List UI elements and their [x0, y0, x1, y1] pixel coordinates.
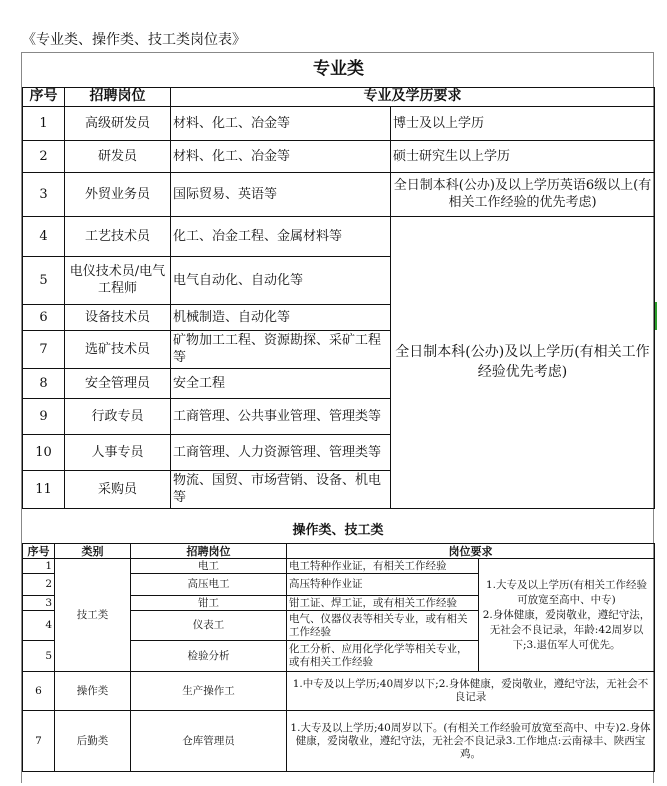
header-category: 类别 [55, 544, 131, 559]
row-category: 操作类 [55, 672, 131, 711]
row-major: 工商管理、人力资源管理、管理类等 [171, 434, 391, 470]
header-position: 招聘岗位 [65, 87, 171, 106]
row-detail: 钳工证、焊工证，或有相关工作经验 [287, 596, 479, 611]
table-row [23, 711, 655, 772]
row-position: 电工 [131, 559, 287, 574]
row-position: 安全管理员 [65, 368, 171, 398]
table-row [23, 172, 655, 216]
row-position: 外贸业务员 [65, 172, 171, 216]
row-no: 6 [23, 672, 55, 711]
row-major: 材料、化工、冶金等 [171, 106, 391, 140]
header-requirement: 专业及学历要求 [171, 87, 655, 106]
row-requirement: 1.中专及以上学历;40周岁以下;2.身体健康，爱岗敬业，遵纪守法，无社会不良记录 [287, 672, 655, 711]
row-major: 物流、国贸、市场营销、设备、机电等 [171, 470, 391, 508]
row-major: 机械制造、自动化等 [171, 304, 391, 330]
row-no: 3 [23, 596, 55, 611]
row-no: 4 [23, 216, 65, 256]
table-row [23, 140, 655, 172]
row-education: 全日制本科(公办)及以上学历英语6级以上(有相关工作经验的优先考虑) [391, 172, 655, 216]
row-no: 2 [23, 574, 55, 596]
professional-table [22, 53, 655, 509]
table-row [23, 216, 655, 256]
row-major: 材料、化工、冶金等 [171, 140, 391, 172]
row-category: 后勤类 [55, 711, 131, 772]
row-position: 研发员 [65, 140, 171, 172]
header-requirement: 岗位要求 [287, 544, 655, 559]
row-major: 矿物加工工程、资源勘探、采矿工程等 [171, 330, 391, 368]
row-no: 8 [23, 368, 65, 398]
row-position: 仪表工 [131, 611, 287, 641]
row-no: 6 [23, 304, 65, 330]
row-no: 11 [23, 470, 65, 508]
row-major: 工商管理、公共事业管理、管理类等 [171, 398, 391, 434]
category-technician: 技工类 [55, 559, 131, 672]
table-row [23, 672, 655, 711]
row-no: 2 [23, 140, 65, 172]
row-position: 检验分析 [131, 641, 287, 672]
scroll-marker [655, 302, 657, 330]
row-requirement: 1.大专及以上学历;40周岁以下。(有相关工作经验可放宽至高中、中专)2.身体健康，爱岗敬业，遵纪守法，无社会不良记录3.工作地点:云南禄丰、陕西宝鸡。 [287, 711, 655, 772]
row-position: 高压电工 [131, 574, 287, 596]
row-position: 设备技术员 [65, 304, 171, 330]
operational-section-title: 操作类、技工类 [292, 523, 384, 538]
row-position: 选矿技术员 [65, 330, 171, 368]
row-education: 硕士研究生以上学历 [391, 140, 655, 172]
row-no: 5 [23, 256, 65, 304]
operational-table [22, 543, 655, 772]
row-position: 仓库管理员 [131, 711, 287, 772]
row-position: 生产操作工 [131, 672, 287, 711]
row-position: 工艺技术员 [65, 216, 171, 256]
row-detail: 化工分析、应用化学化学等相关专业，或有相关工作经验 [287, 641, 479, 672]
row-detail: 电气、仪器仪表等相关专业，或有相关工作经验 [287, 611, 479, 641]
row-major: 化工、冶金工程、金属材料等 [171, 216, 391, 256]
row-position: 行政专员 [65, 398, 171, 434]
row-no: 3 [23, 172, 65, 216]
technician-general-requirement: 1.大专及以上学历(有相关工作经验可放宽至高中、中专) 2.身体健康，爱岗敬业，遵纪守法，无社会不良记录，年龄:42周岁以下;3.退伍军人可优先。 [479, 559, 655, 672]
row-no: 1 [23, 559, 55, 574]
professional-section-title: 专业类 [23, 53, 655, 87]
row-no: 5 [23, 641, 55, 672]
row-no: 9 [23, 398, 65, 434]
row-no: 1 [23, 106, 65, 140]
row-major: 安全工程 [171, 368, 391, 398]
row-detail: 高压特种作业证 [287, 574, 479, 596]
row-position: 采购员 [65, 470, 171, 508]
header-position: 招聘岗位 [131, 544, 287, 559]
row-position: 人事专员 [65, 434, 171, 470]
row-major: 国际贸易、英语等 [171, 172, 391, 216]
row-no: 10 [23, 434, 65, 470]
document-title: 《专业类、操作类、技工类岗位表》 [22, 32, 246, 48]
header-no: 序号 [23, 544, 55, 559]
row-education: 博士及以上学历 [391, 106, 655, 140]
row-position: 钳工 [131, 596, 287, 611]
row-no: 7 [23, 330, 65, 368]
row-position: 电仪技术员/电气工程师 [65, 256, 171, 304]
table-row [23, 106, 655, 140]
table-row [23, 559, 655, 574]
header-no: 序号 [23, 87, 65, 106]
row-no: 7 [23, 711, 55, 772]
row-position: 高级研发员 [65, 106, 171, 140]
row-no: 4 [23, 611, 55, 641]
row-major: 电气自动化、自动化等 [171, 256, 391, 304]
shared-education: 全日制本科(公办)及以上学历(有相关工作经验优先考虑) [391, 216, 655, 508]
row-detail: 电工特种作业证，有相关工作经验 [287, 559, 479, 574]
